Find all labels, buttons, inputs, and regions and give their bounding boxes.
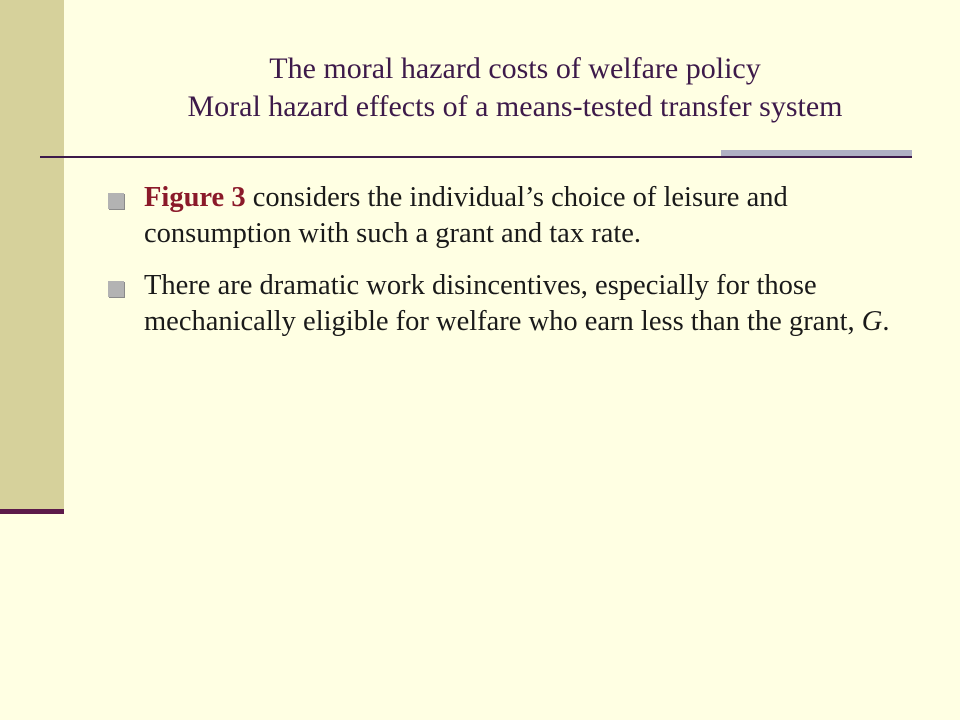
title-line-2: Moral hazard effects of a means-tested transfer system	[187, 90, 843, 123]
grant-symbol: G	[861, 306, 883, 337]
square-bullet-icon	[108, 281, 124, 297]
title-rule	[40, 156, 912, 158]
bullet-text: considers the individual’s choice of leisure and consumption with such a grant and tax rate.	[144, 182, 788, 249]
bullet-list	[108, 180, 908, 356]
bullet-end: .	[882, 306, 890, 337]
slide-title	[70, 50, 960, 126]
square-bullet-icon	[108, 193, 124, 209]
side-bar-decoration	[0, 0, 64, 511]
figure-reference: Figure 3	[144, 182, 246, 213]
title-line-1: The moral hazard costs of welfare policy	[269, 52, 761, 85]
bullet-item-2	[108, 268, 908, 340]
side-bar-accent-line	[0, 509, 64, 514]
bullet-text: There are dramatic work disincentives, especially for those mechanically eligible for welfare who earn less than the grant,	[144, 270, 862, 337]
bullet-item-1	[108, 180, 908, 252]
